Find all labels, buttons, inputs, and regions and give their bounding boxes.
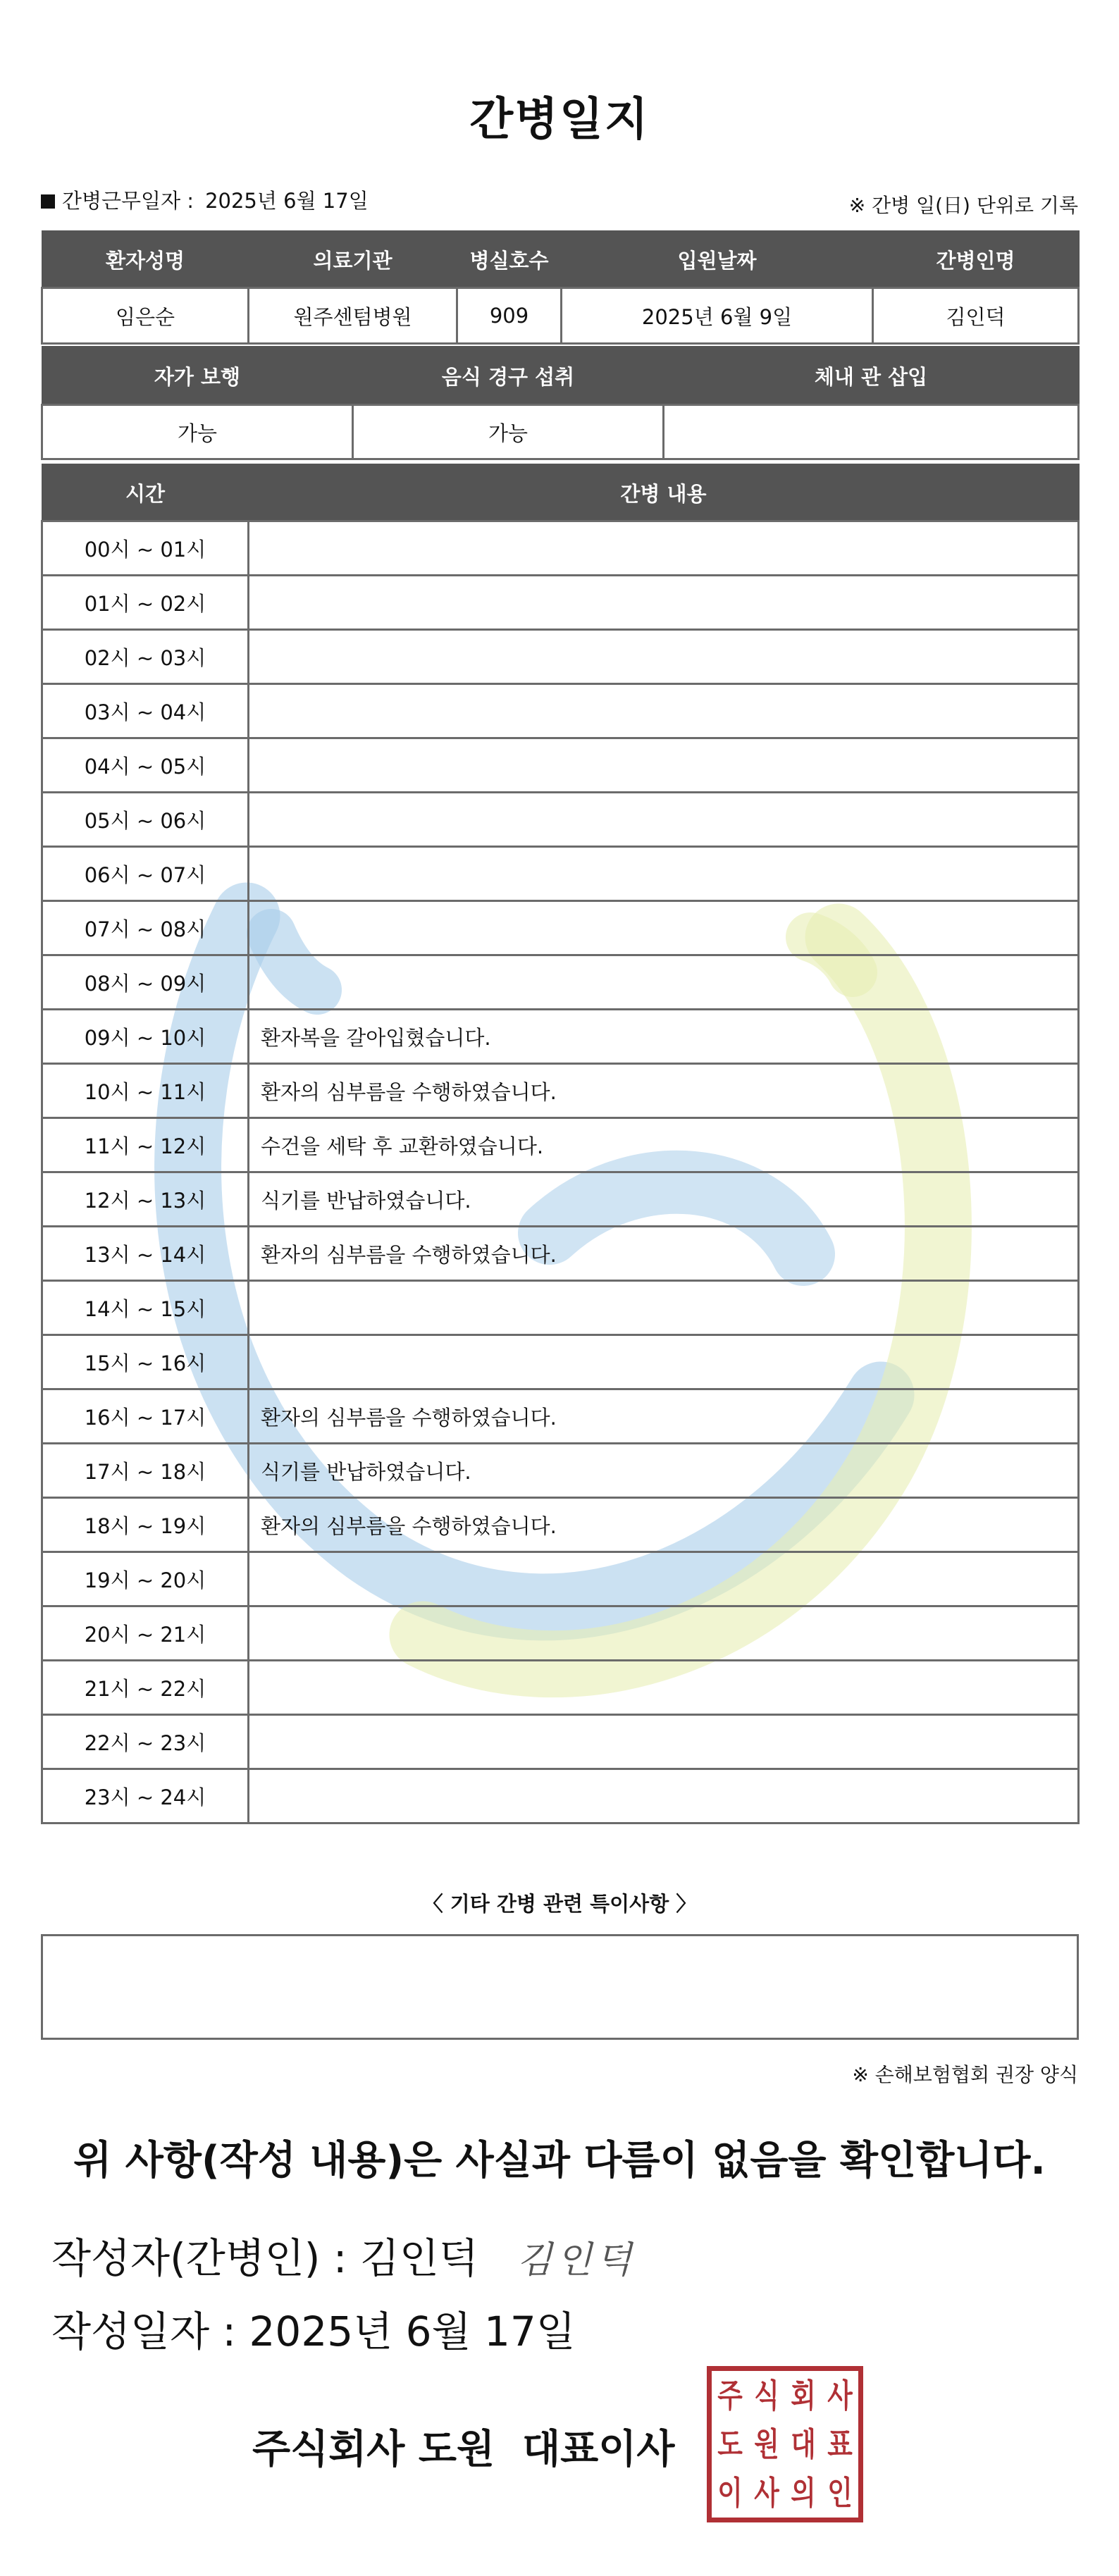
header-self-walking: 자가 보행: [42, 347, 353, 405]
table-row: [42, 1064, 1079, 1118]
log-content-cell: [249, 684, 1079, 738]
log-time-cell: 02시 ~ 03시: [42, 630, 249, 684]
table-row: [42, 1389, 1079, 1444]
admission-date-value: 2025년 6월 9일: [562, 288, 873, 344]
seal-character: 사: [754, 2474, 779, 2513]
header-patient-name: 환자성명: [42, 231, 249, 288]
log-time-cell: 09시 ~ 10시: [42, 1010, 249, 1064]
log-content-cell: 환자복을 갈아입혔습니다.: [249, 1010, 1079, 1064]
header-oral-intake: 음식 경구 섭취: [353, 347, 664, 405]
table-row: [42, 1769, 1079, 1823]
seal-character: 의: [791, 2474, 816, 2513]
log-time-cell: 12시 ~ 13시: [42, 1172, 249, 1227]
log-content-cell: 환자의 심부름을 수행하였습니다.: [249, 1064, 1079, 1118]
caregiver-name-value: 김인덕: [873, 288, 1079, 344]
log-content-cell: [249, 901, 1079, 955]
log-content-cell: [249, 1661, 1079, 1715]
log-content-cell: 환자의 심부름을 수행하였습니다.: [249, 1389, 1079, 1444]
writer-line: [51, 2225, 636, 2284]
table-row: [42, 630, 1079, 684]
table-row: [42, 1118, 1079, 1172]
table-row: [42, 684, 1079, 738]
log-time-cell: 10시 ~ 11시: [42, 1064, 249, 1118]
header-caregiver-name: 간병인명: [873, 231, 1079, 288]
log-time-cell: 23시 ~ 24시: [42, 1769, 249, 1823]
table-row: [42, 1172, 1079, 1227]
written-date-value: 2025년 6월 17일: [249, 2308, 576, 2355]
log-content-cell: 수건을 세탁 후 교환하였습니다.: [249, 1118, 1079, 1172]
log-content-cell: [249, 1606, 1079, 1661]
hospital-value: 원주센텀병원: [249, 288, 457, 344]
work-date-line: [41, 185, 369, 214]
table-row: [42, 1281, 1079, 1335]
log-time-cell: 11시 ~ 12시: [42, 1118, 249, 1172]
seal-character: 식: [754, 2376, 779, 2415]
log-content-cell: [249, 793, 1079, 847]
table-row: [42, 847, 1079, 901]
log-time-cell: 19시 ~ 20시: [42, 1552, 249, 1606]
log-time-cell: 22시 ~ 23시: [42, 1715, 249, 1769]
log-time-cell: 20시 ~ 21시: [42, 1606, 249, 1661]
seal-character: 인: [827, 2474, 853, 2513]
table-row: [42, 521, 1079, 576]
self-walking-value: 가능: [42, 405, 353, 459]
table-row: [42, 1335, 1079, 1389]
log-content-cell: [249, 576, 1079, 630]
table-row: [42, 1606, 1079, 1661]
log-content-cell: 식기를 반납하였습니다.: [249, 1444, 1079, 1498]
log-time-cell: 15시 ~ 16시: [42, 1335, 249, 1389]
tube-insertion-value: [664, 405, 1079, 459]
record-unit-note: ※ 간병 일(日) 단위로 기록: [848, 194, 1078, 217]
log-time-cell: 17시 ~ 18시: [42, 1444, 249, 1498]
seal-character: 회: [791, 2376, 816, 2415]
written-date-label: 작성일자 :: [51, 2308, 237, 2355]
log-content-cell: [249, 1552, 1079, 1606]
header-admission-date: 입원날짜: [562, 231, 873, 288]
table-row: [42, 955, 1079, 1010]
seal-character: 대: [791, 2425, 816, 2463]
table-row: [42, 793, 1079, 847]
log-time-cell: 00시 ~ 01시: [42, 521, 249, 576]
header-tube-insertion: 체내 관 삽입: [664, 347, 1079, 405]
header-hospital: 의료기관: [249, 231, 457, 288]
log-content-cell: [249, 738, 1079, 793]
oral-intake-value: 가능: [353, 405, 664, 459]
log-content-cell: [249, 847, 1079, 901]
log-time-cell: 03시 ~ 04시: [42, 684, 249, 738]
log-content-cell: [249, 630, 1079, 684]
room-number-value: 909: [457, 288, 562, 344]
log-time-cell: 13시 ~ 14시: [42, 1227, 249, 1281]
table-row: [42, 901, 1079, 955]
remarks-box: [41, 1934, 1079, 2040]
log-time-cell: 14시 ~ 15시: [42, 1281, 249, 1335]
company-representative: 주식회사 도원 대표이사: [252, 2427, 675, 2472]
remarks-title: 〈 기타 간병 관련 특이사항 〉: [422, 1892, 697, 1916]
log-content-cell: [249, 1769, 1079, 1823]
seal-character: 주: [717, 2376, 743, 2415]
log-time-cell: 05시 ~ 06시: [42, 793, 249, 847]
bullet-square-icon: [41, 194, 55, 209]
seal-character: 도: [717, 2425, 743, 2463]
log-content-cell: 식기를 반납하였습니다.: [249, 1172, 1079, 1227]
log-content-cell: [249, 1335, 1079, 1389]
patient-status-table: [41, 346, 1080, 460]
log-time-cell: 07시 ~ 08시: [42, 901, 249, 955]
log-content-cell: 환자의 심부름을 수행하였습니다.: [249, 1498, 1079, 1552]
hourly-care-log-table: [41, 464, 1080, 1824]
work-date-label: 간병근무일자 :: [62, 189, 194, 213]
log-time-cell: 21시 ~ 22시: [42, 1661, 249, 1715]
header-room-number: 병실호수: [457, 231, 562, 288]
table-row: [42, 1010, 1079, 1064]
log-time-cell: 18시 ~ 19시: [42, 1498, 249, 1552]
patient-info-table: [41, 230, 1080, 345]
table-row: [42, 1552, 1079, 1606]
seal-character: 사: [827, 2376, 853, 2415]
company-seal-stamp: [707, 2366, 863, 2522]
log-rows: [42, 521, 1079, 1823]
confirmation-statement: 위 사항(작성 내용)은 사실과 다름이 없음을 확인합니다.: [73, 2138, 1046, 2184]
header-time: 시간: [42, 464, 249, 521]
table-row: [42, 1498, 1079, 1552]
seal-character: 표: [827, 2425, 853, 2463]
form-source-note: ※ 손해보험협회 권장 양식: [852, 2063, 1078, 2086]
writer-name: 김인덕: [359, 2234, 478, 2282]
log-content-cell: [249, 521, 1079, 576]
writer-label: 작성자(간병인) :: [51, 2234, 347, 2282]
log-content-cell: [249, 1715, 1079, 1769]
work-date-value: 2025년 6월 17일: [205, 189, 369, 213]
table-row: [42, 576, 1079, 630]
log-time-cell: 04시 ~ 05시: [42, 738, 249, 793]
table-row: [42, 1227, 1079, 1281]
written-date-line: [51, 2298, 576, 2358]
page-title: 간병일지: [469, 94, 650, 146]
log-time-cell: 16시 ~ 17시: [42, 1389, 249, 1444]
log-time-cell: 06시 ~ 07시: [42, 847, 249, 901]
seal-character: 이: [717, 2474, 743, 2513]
table-row: [42, 1661, 1079, 1715]
handwritten-signature: 김인덕: [517, 2239, 636, 2281]
log-content-cell: [249, 1281, 1079, 1335]
table-row: [42, 1715, 1079, 1769]
log-content-cell: 환자의 심부름을 수행하였습니다.: [249, 1227, 1079, 1281]
table-row: [42, 1444, 1079, 1498]
seal-character: 원: [754, 2425, 779, 2463]
log-time-cell: 01시 ~ 02시: [42, 576, 249, 630]
patient-name-value: 임은순: [42, 288, 249, 344]
log-time-cell: 08시 ~ 09시: [42, 955, 249, 1010]
table-row: [42, 738, 1079, 793]
header-care-content: 간병 내용: [249, 464, 1079, 521]
log-content-cell: [249, 955, 1079, 1010]
